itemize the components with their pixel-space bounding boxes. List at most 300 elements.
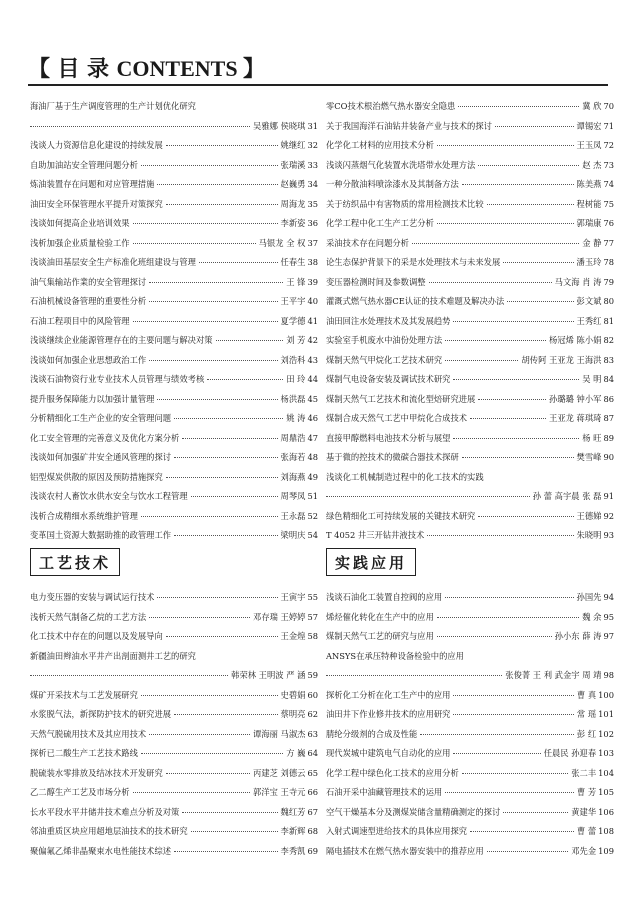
toc-entry-author: 孙小东 薛 涛 [554, 631, 602, 641]
dot-leader [133, 321, 278, 322]
toc-entry[interactable] [326, 468, 614, 488]
dot-leader [437, 636, 552, 637]
dot-leader [470, 418, 546, 419]
toc-entry[interactable] [326, 312, 614, 332]
toc-entry[interactable] [326, 507, 614, 527]
toc-entry-page-number: 37 [307, 237, 318, 248]
toc-entry-title: 浅谈油田基层安全生产标准化班组建设与管理 [30, 257, 196, 267]
toc-entry[interactable] [30, 705, 318, 725]
toc-entry-title: 烯烃催化转化在生产中的应用 [326, 611, 434, 622]
toc-entry[interactable] [326, 214, 614, 234]
toc-entry-author: 史碧娟 [280, 689, 306, 700]
toc-entry[interactable] [30, 487, 318, 507]
header-title-cn: 【 目 录 [28, 56, 111, 81]
dot-leader [166, 636, 278, 637]
toc-entry[interactable] [326, 292, 614, 312]
toc-entry-title: 化学工程中化工生产工艺分析 [326, 218, 434, 228]
toc-entry-title: 乙二醇生产工艺及市场分析 [30, 787, 130, 797]
toc-entry-title: 天然气脱硫用技术及其应用技术 [30, 728, 147, 739]
toc-entry[interactable] [326, 647, 614, 667]
toc-entry-author: 任晨民 孙迎春 [543, 748, 597, 758]
toc-entry-author: 夏学德 [280, 315, 306, 326]
toc-entry-author: 王永磊 [280, 510, 306, 521]
toc-entry-page-number: 73 [603, 159, 614, 170]
toc-entry-author: 姚继红 [280, 140, 306, 150]
dot-leader [30, 675, 228, 676]
toc-entry-author: 金 静 [582, 237, 602, 248]
toc-entry[interactable] [30, 156, 318, 176]
toc-entry-title: 长水平段水平井储井技术难点分析及对策 [30, 806, 180, 817]
toc-entry-title: 采油技术存在问题分析 [326, 237, 409, 248]
toc-entry-page-number: 86 [603, 393, 614, 404]
toc-entry[interactable] [30, 312, 318, 332]
toc-entry[interactable] [326, 725, 614, 745]
toc-entry-author: 王亚龙 蒋琪琦 [549, 413, 602, 423]
toc-entry-title: 关于纺织品中有害物质的常用检测技术比较 [326, 198, 484, 209]
toc-entry[interactable] [30, 351, 318, 371]
toc-entry-author: 王德娣 [576, 510, 602, 521]
toc-entry[interactable] [326, 608, 614, 628]
toc-entry-author: 曹 芳 [576, 787, 597, 797]
toc-entry[interactable] [30, 195, 318, 215]
toc-entry-author: 李秀凯 [280, 845, 306, 856]
toc-entry[interactable] [326, 97, 614, 117]
toc-entry-page-number: 87 [603, 413, 614, 423]
toc-entry-page-number: 106 [598, 806, 614, 817]
toc-entry-title: 煤矿开采技术与工艺发展研究 [30, 689, 138, 700]
toc-entry[interactable] [326, 273, 614, 293]
toc-entry-page-number: 47 [307, 432, 318, 443]
toc-entry-author: 樊雪峰 [576, 452, 602, 462]
dot-leader [141, 695, 278, 696]
dot-leader [174, 418, 283, 419]
toc-entry-author: 刘 芳 [286, 335, 306, 345]
toc-entry-page-number: 69 [307, 845, 318, 856]
toc-entry-title: 基于微的控技术的微碳合器技术探研 [326, 452, 459, 462]
toc-entry[interactable] [326, 705, 614, 725]
dot-leader [453, 321, 573, 322]
toc-entry-page-number: 38 [307, 257, 318, 267]
toc-entry-page-number: 90 [603, 452, 614, 462]
toc-entry[interactable] [326, 803, 614, 823]
toc-column-right-bottom [326, 588, 614, 861]
toc-entry-title: 新疆油田辫油水平井产出剖面测井工艺的研究 [30, 650, 196, 661]
toc-entry[interactable] [326, 117, 614, 137]
toc-entry[interactable] [30, 370, 318, 390]
dot-leader [157, 597, 277, 598]
toc-entry[interactable] [326, 234, 614, 254]
toc-entry-title: 提升服务保障能力以加强计量管理 [30, 393, 155, 404]
toc-entry[interactable] [326, 448, 614, 468]
toc-entry[interactable] [30, 97, 318, 117]
toc-entry-title: 探析已二酸生产工艺技术路线 [30, 748, 138, 758]
toc-entry-page-number: 71 [603, 120, 614, 131]
toc-entry[interactable] [326, 627, 614, 647]
dot-leader [166, 477, 278, 478]
toc-entry-page-number: 94 [603, 592, 614, 602]
toc-entry[interactable] [30, 175, 318, 195]
toc-entry-author: 赵 杰 [582, 159, 602, 170]
toc-entry-page-number: 60 [307, 689, 318, 700]
toc-entry-author: 周鼎浩 [280, 432, 306, 443]
toc-entry-title: 灌溉式燃气热水器CE认证的技术难题及解决办法 [326, 296, 505, 306]
toc-entry-author: 蔡明亮 [280, 709, 306, 719]
toc-entry[interactable] [30, 526, 318, 546]
toc-entry[interactable] [326, 783, 614, 803]
toc-entry-page-number: 54 [307, 530, 318, 540]
dot-leader [437, 145, 574, 146]
toc-entry-page-number: 100 [598, 689, 614, 700]
toc-entry-author: 程树能 [576, 198, 602, 209]
toc-entry-title: 空气干燥基本分及测煤炭储含量精确测定的探讨 [326, 806, 501, 817]
toc-entry[interactable] [326, 390, 614, 410]
toc-entry-author: 潘玉玲 [576, 257, 602, 267]
dot-leader [133, 792, 250, 793]
toc-entry[interactable] [30, 117, 318, 137]
toc-entry-page-number: 31 [307, 120, 318, 131]
section-heading-process-technology: 工艺技术 [30, 548, 120, 576]
toc-entry-author: 王玉凤 [576, 140, 602, 150]
dot-leader [149, 617, 250, 618]
toc-entry-page-number: 42 [307, 335, 318, 345]
toc-entry-page-number: 79 [603, 276, 614, 287]
toc-entry-page-number: 70 [603, 101, 614, 111]
toc-entry[interactable] [326, 666, 614, 686]
toc-entry[interactable] [30, 292, 318, 312]
toc-entry-title: 铝型煤炭供散的原因及预防措施探究 [30, 471, 163, 482]
toc-entry[interactable] [326, 409, 614, 429]
toc-entry-author: 彭 红 [576, 728, 597, 739]
dot-leader [141, 753, 283, 754]
dot-leader [445, 340, 546, 341]
toc-entry-title: 变压器检测时间及参数调整 [326, 276, 426, 287]
toc-entry[interactable] [30, 764, 318, 784]
toc-entry-page-number: 92 [603, 510, 614, 521]
toc-entry[interactable] [30, 273, 318, 293]
toc-entry-title: 煤制气电设备安装及调试技术研究 [326, 374, 451, 384]
dot-leader [216, 340, 284, 341]
toc-entry[interactable] [30, 686, 318, 706]
toc-entry[interactable] [326, 351, 614, 371]
toc-entry[interactable] [326, 175, 614, 195]
toc-entry[interactable] [30, 136, 318, 156]
toc-entry-page-number: 101 [598, 709, 614, 719]
toc-entry-author: 张海若 [280, 452, 306, 462]
toc-entry-page-number: 109 [598, 845, 614, 856]
toc-entry[interactable] [30, 214, 318, 234]
dot-leader [462, 457, 574, 458]
toc-entry-page-number: 34 [307, 179, 318, 189]
dot-leader [182, 438, 277, 439]
toc-entry-page-number: 78 [603, 257, 614, 267]
toc-entry[interactable] [30, 390, 318, 410]
toc-column-right-top [326, 97, 614, 546]
toc-entry-page-number: 93 [603, 530, 614, 540]
dot-leader [478, 399, 546, 400]
toc-entry-page-number: 89 [603, 432, 614, 443]
toc-entry-page-number: 105 [598, 787, 614, 797]
toc-entry-author: 任春生 [280, 257, 306, 267]
toc-entry-author: 周琴凤 [280, 491, 306, 501]
toc-entry-title: 浅析合成精细水系统维护管理 [30, 510, 138, 521]
dot-leader [174, 457, 277, 458]
toc-column-left-top [30, 97, 318, 546]
dot-leader [478, 516, 573, 517]
dot-leader [445, 597, 573, 598]
toc-entry-page-number: 102 [598, 728, 614, 739]
dot-leader [453, 714, 573, 715]
toc-entry-page-number: 97 [603, 631, 614, 641]
toc-entry[interactable] [30, 429, 318, 449]
toc-entry[interactable] [326, 156, 614, 176]
dot-leader [453, 438, 579, 439]
toc-entry-page-number: 65 [307, 767, 318, 778]
toc-entry-page-number: 51 [307, 491, 318, 501]
toc-entry-author: 王 锋 [286, 276, 306, 287]
dot-leader [487, 851, 569, 852]
toc-entry[interactable] [30, 468, 318, 488]
toc-entry[interactable] [30, 803, 318, 823]
toc-entry[interactable] [30, 507, 318, 527]
toc-entry-author: 田 玲 [286, 374, 306, 384]
toc-entry-author: 孙璐璐 钟小军 [549, 393, 602, 404]
toc-entry-author: 曹 蕾 [576, 826, 597, 836]
dot-leader [191, 496, 278, 497]
toc-entry-author: 王金煌 [280, 631, 306, 641]
toc-entry-title: 探析化工分析在化工生产中的应用 [326, 689, 451, 700]
toc-entry-title: 煤制合成天然气工艺中甲烷化合成技术 [326, 413, 468, 423]
toc-entry-page-number: 67 [307, 806, 318, 817]
toc-entry[interactable] [30, 783, 318, 803]
toc-entry-page-number: 98 [603, 670, 614, 680]
toc-entry-page-number: 44 [307, 374, 318, 384]
toc-entry-page-number: 35 [307, 198, 318, 209]
toc-entry-title: 油田安全环保管理水平提升对策探究 [30, 198, 163, 209]
toc-entry-author: 谭锡宏 [576, 120, 602, 131]
toc-entry-page-number: 57 [307, 611, 318, 622]
dot-leader [326, 496, 530, 497]
toc-entry-author: 黄建华 [571, 806, 597, 817]
toc-entry-title: 石油机械设备管理的重要性分析 [30, 296, 147, 306]
toc-entry-author: 方 巍 [286, 748, 306, 758]
toc-entry[interactable] [30, 647, 318, 667]
dot-leader [462, 184, 574, 185]
section-heading-practical-application: 实践应用 [326, 548, 416, 576]
toc-entry-title: 石油开采中油藏管理技术的运用 [326, 787, 443, 797]
toc-entry-page-number: 91 [603, 491, 614, 501]
toc-entry[interactable] [326, 526, 614, 546]
toc-entry-title: 化工安全管理的完善意义及优化方案分析 [30, 432, 180, 443]
toc-entry-title: 零CO技术根治燃气热水器安全隐患 [326, 101, 456, 111]
toc-entry-title: 隔电插技术在燃气热水器安装中的推荐应用 [326, 845, 484, 856]
toc-entry-page-number: 32 [307, 140, 318, 150]
toc-entry[interactable] [30, 627, 318, 647]
toc-entry-author: 魏 余 [582, 611, 602, 622]
dot-leader [174, 851, 277, 852]
toc-entry[interactable] [326, 429, 614, 449]
dot-leader [157, 184, 277, 185]
toc-entry-title: 直接甲醇燃料电池技术分析与展望 [326, 432, 451, 443]
dot-leader [453, 753, 540, 754]
toc-entry-page-number: 82 [603, 335, 614, 345]
toc-entry[interactable] [30, 608, 318, 628]
toc-entry-page-number: 33 [307, 159, 318, 170]
toc-entry-page-number: 66 [307, 787, 318, 797]
toc-entry-page-number: 75 [603, 198, 614, 209]
dot-leader [182, 812, 277, 813]
toc-entry[interactable] [30, 588, 318, 608]
toc-entry-page-number: 81 [603, 315, 614, 326]
toc-entry[interactable] [30, 409, 318, 429]
toc-entry-page-number: 40 [307, 296, 318, 306]
dot-leader [453, 695, 573, 696]
header-rule [28, 84, 608, 86]
toc-entry-page-number: 59 [307, 670, 318, 680]
toc-entry-author: 陈美燕 [576, 179, 602, 189]
toc-entry-page-number: 45 [307, 393, 318, 404]
toc-entry-author: 杨冠烯 陈小娟 [549, 335, 602, 345]
toc-entry-page-number: 63 [307, 728, 318, 739]
dot-leader [174, 714, 277, 715]
toc-entry-author: 李新姿 [280, 218, 306, 228]
toc-entry[interactable] [30, 448, 318, 468]
toc-entry-title: 化学化工材料的应用技术分析 [326, 140, 434, 150]
toc-entry-title: 浅谈继续企业能源管理存在的主要问题与解决对策 [30, 335, 213, 345]
dot-leader [458, 106, 579, 107]
toc-entry-author: 马银龙 全 权 [258, 237, 306, 248]
toc-entry-author: 朱晓明 [576, 530, 602, 540]
toc-entry-page-number: 49 [307, 471, 318, 482]
toc-entry-title: 腈纶分级剂的合成及性能 [326, 728, 418, 739]
toc-entry-author: 杨 旺 [582, 432, 602, 443]
dot-leader [429, 282, 552, 283]
toc-entry[interactable] [326, 588, 614, 608]
toc-entry-title: 油田井下作业修井技术的应用研究 [326, 709, 451, 719]
toc-entry[interactable] [30, 842, 318, 862]
toc-entry[interactable] [326, 195, 614, 215]
toc-entry[interactable] [30, 234, 318, 254]
dot-leader [149, 360, 277, 361]
toc-entry[interactable] [30, 822, 318, 842]
toc-entry-page-number: 64 [307, 748, 318, 758]
toc-entry-author: 邓先金 [571, 845, 597, 856]
toc-entry[interactable] [30, 253, 318, 273]
toc-entry-page-number: 68 [307, 826, 318, 836]
header-title-en: CONTENTS 】 [116, 56, 266, 81]
toc-entry[interactable] [30, 744, 318, 764]
toc-entry-title: 邻油重质区块应用超地层油技术的技术研究 [30, 826, 188, 836]
toc-entry-page-number: 108 [598, 826, 614, 836]
toc-entry-title: 聚偏氟乙烯非晶聚束水电性能技术综述 [30, 845, 172, 856]
toc-entry-author: 曹 真 [576, 689, 597, 700]
toc-entry-author: 彭文斌 [576, 296, 602, 306]
toc-entry[interactable] [326, 822, 614, 842]
toc-entry-title: 水浆脱气法，新探防护技术的研究进展 [30, 709, 172, 719]
dot-leader [445, 792, 574, 793]
dot-leader [326, 675, 502, 676]
toc-column-left-bottom [30, 588, 318, 861]
dot-leader [478, 165, 579, 166]
toc-entry-page-number: 74 [603, 179, 614, 189]
toc-entry-author: 韩荣林 王明波 严 涵 [231, 670, 306, 680]
toc-entry[interactable] [326, 744, 614, 764]
toc-entry-title: 入射式调速型进给技术的具体应用探究 [326, 826, 468, 836]
toc-entry-title: 油田回注水处理技术及其发展趋势 [326, 315, 451, 326]
toc-entry[interactable] [326, 686, 614, 706]
toc-entry-title: 浅析天然气制备乙烷的工艺方法 [30, 611, 147, 622]
toc-entry[interactable] [326, 136, 614, 156]
toc-entry-author: 王平宇 [280, 296, 306, 306]
dot-leader [141, 516, 278, 517]
toc-entry[interactable] [326, 764, 614, 784]
toc-entry-title: 电力变压器的安装与调试运行技术 [30, 592, 155, 602]
toc-entry-page-number: 58 [307, 631, 318, 641]
toc-entry-title: 煤制天然气工艺的研究与应用 [326, 631, 434, 641]
toc-entry-title: 浅谈如何加强矿井安全通风管理的探讨 [30, 452, 172, 462]
toc-entry[interactable] [326, 842, 614, 862]
toc-entry-author: 周海龙 [280, 198, 306, 209]
toc-entry-author: 冀 欣 [582, 101, 602, 111]
toc-entry[interactable] [30, 666, 318, 686]
toc-entry[interactable] [326, 253, 614, 273]
toc-entry-page-number: 104 [598, 767, 614, 778]
toc-entry[interactable] [30, 725, 318, 745]
toc-entry-title: 浅谈石油化工装置自控阀的应用 [326, 592, 443, 602]
toc-entry[interactable] [326, 331, 614, 351]
toc-entry[interactable] [326, 487, 614, 507]
toc-entry-title: 石油工程项目中的风险管理 [30, 315, 130, 326]
toc-entry-page-number: 80 [603, 296, 614, 306]
toc-entry-page-number: 52 [307, 510, 318, 521]
toc-entry-author: 胡传阿 王亚龙 王海洪 [521, 354, 602, 365]
toc-entry-author: 刘浩科 [280, 354, 306, 365]
toc-entry-title: 关于我国海洋石油钻井装备产业与技术的探讨 [326, 120, 492, 131]
dot-leader [166, 773, 250, 774]
toc-entry-author: 刘海燕 [280, 471, 306, 482]
dot-leader [453, 379, 579, 380]
toc-entry-title: 变革国土资源大数据助推的政管理工作 [30, 530, 172, 540]
toc-entry-title: 浅谈农村人畜饮水供水安全与饮水工程管理 [30, 491, 188, 501]
dot-leader [157, 399, 277, 400]
toc-entry-title: 浅谈闪蒸烟气化装置水洗塔带水处理方法 [326, 159, 476, 170]
toc-entry-author: 吴 明 [582, 374, 602, 384]
dot-leader [470, 831, 574, 832]
dot-leader [412, 243, 579, 244]
dot-leader [174, 535, 277, 536]
toc-entry-title: 浅谈石油物资行业专业技术人员管理与绩效考核 [30, 374, 205, 384]
toc-entry-page-number: 77 [603, 237, 614, 248]
toc-entry-title: 炼油装置存在问题和对应管理措施 [30, 179, 155, 189]
dot-leader [207, 379, 283, 380]
dot-leader [495, 126, 574, 127]
toc-entry-author: 李新辉 [280, 826, 306, 836]
dot-leader [149, 282, 283, 283]
dot-leader [149, 301, 277, 302]
dot-leader [427, 535, 573, 536]
toc-entry-page-number: 84 [603, 374, 614, 384]
toc-entry-author: 张二丰 [571, 767, 597, 778]
toc-entry-page-number: 46 [307, 413, 318, 423]
toc-entry[interactable] [326, 370, 614, 390]
toc-entry-author: 梁明庆 [280, 530, 306, 540]
toc-entry-title: ANSYS在承压特种设备检验中的应用 [326, 650, 464, 661]
toc-entry-page-number: 83 [603, 354, 614, 365]
toc-entry-page-number: 72 [603, 140, 614, 150]
toc-entry-title: 油气集输站作業的安全管理探讨 [30, 276, 147, 287]
toc-entry-author: 谭海丽 马淑杰 [253, 728, 306, 739]
toc-entry[interactable] [30, 331, 318, 351]
toc-entry-title: 现代炭城中建筑电气自动化的应用 [326, 748, 451, 758]
